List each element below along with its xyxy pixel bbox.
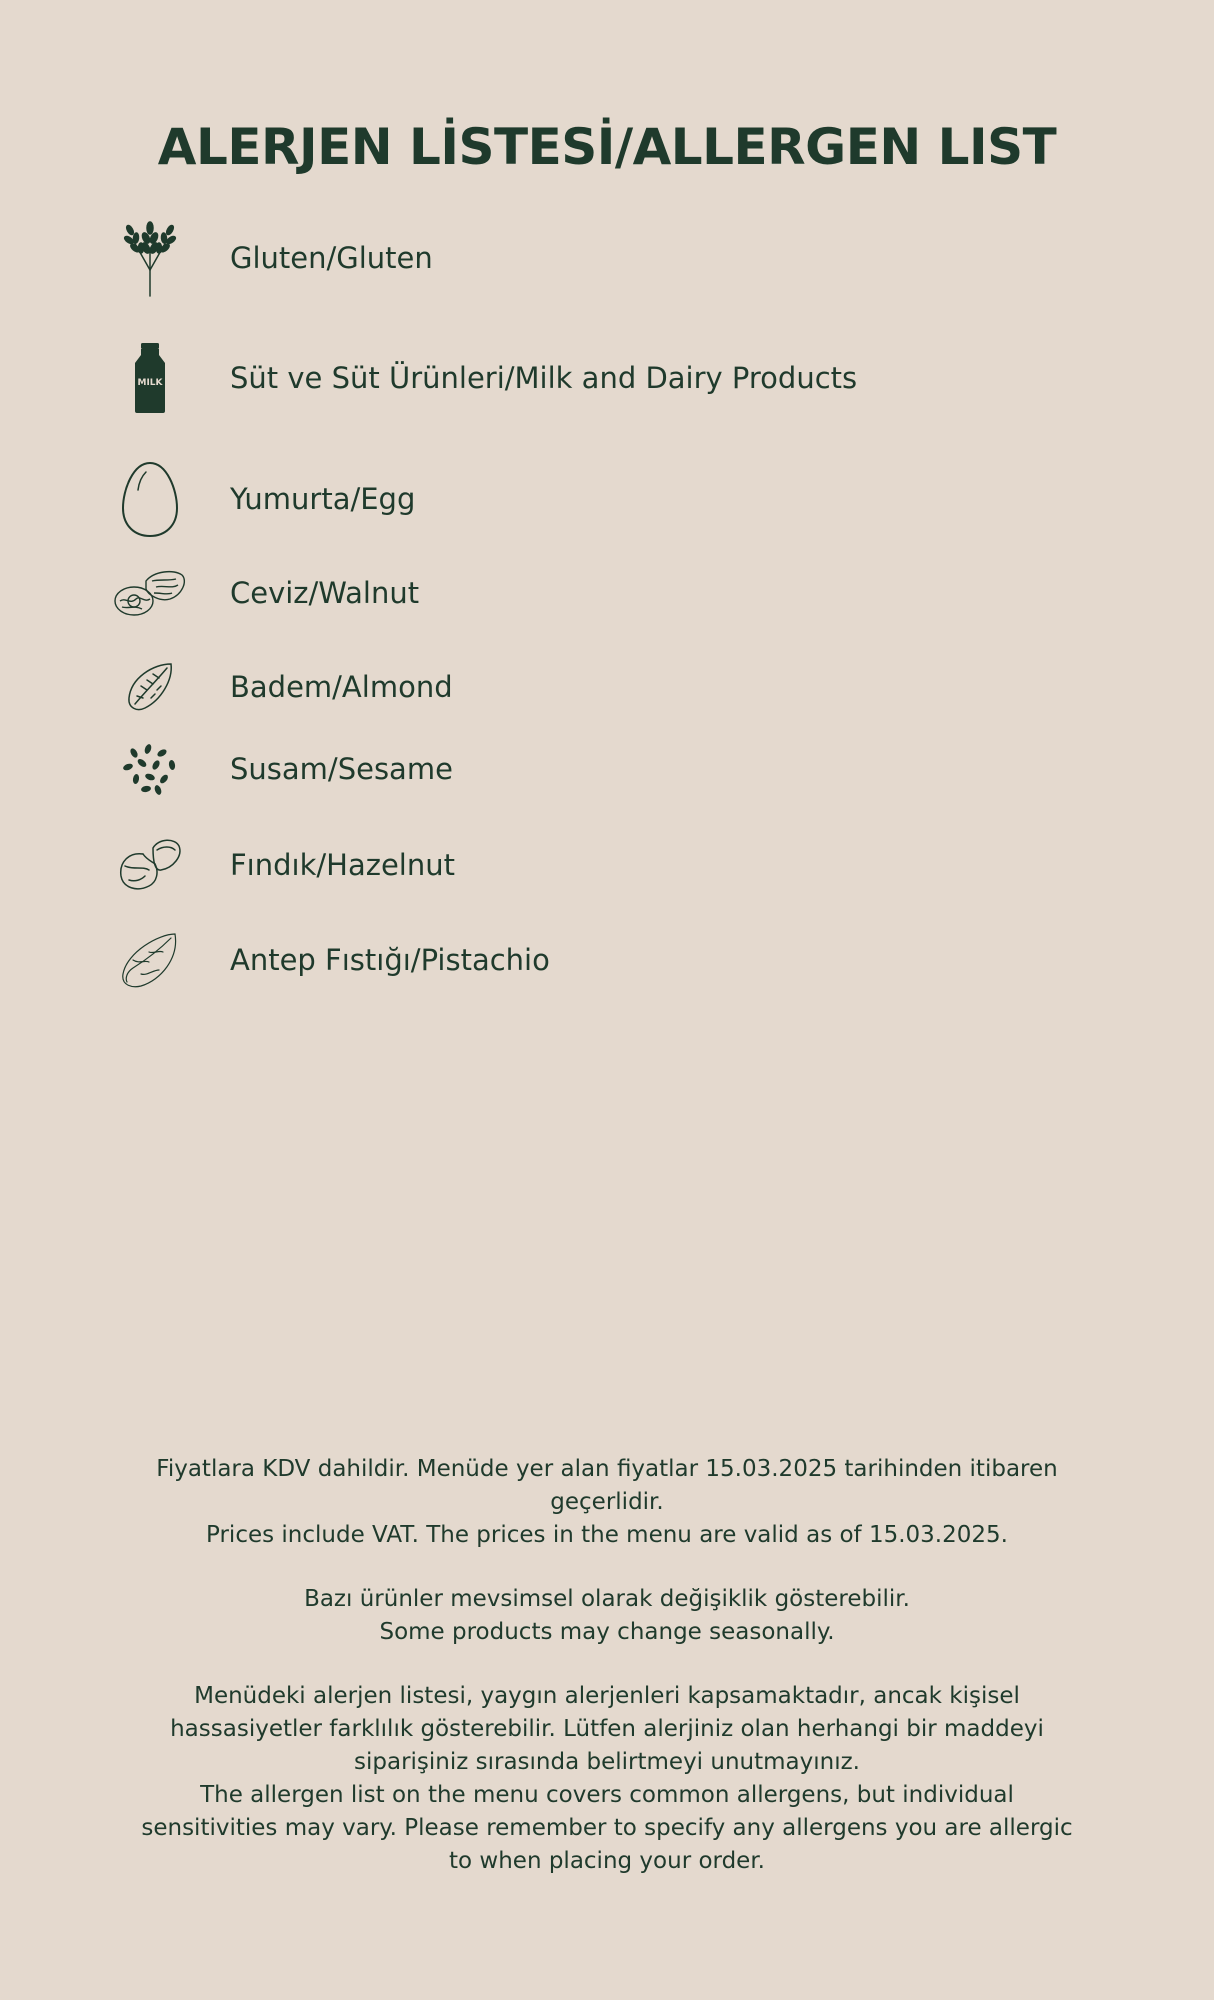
egg-icon: [110, 459, 190, 539]
allergen-label: Gluten/Gluten: [230, 241, 433, 275]
seasonal-note-tr: Bazı ürünler mevsimsel olarak değişiklik gösterebilir.: [304, 1586, 910, 1612]
walnut-icon: [110, 553, 190, 633]
allergen-note-en: The allergen list on the menu covers common allergens, but individual sensitivities may vary. Please remember to specify any allergens you are allergic to when placing your order.: [141, 1782, 1073, 1874]
footer-notes: [140, 1453, 1074, 1878]
vat-note-en: Prices include VAT. The prices in the menu are valid as of 15.03.2025.: [206, 1522, 1008, 1548]
milk-bottle-icon: [110, 338, 190, 418]
allergen-item-pistachio: [0, 920, 1214, 1000]
allergen-item-walnut: [0, 553, 1214, 633]
allergen-label: Susam/Sesame: [230, 752, 453, 786]
vat-note-tr: Fiyatlara KDV dahildir. Menüde yer alan fiyatlar 15.03.2025 tarihinden itibaren geçerlidir.: [156, 1456, 1058, 1515]
allergen-item-sesame: [0, 729, 1214, 809]
allergen-item-milk: [0, 338, 1214, 418]
milk-bottle-text: MILK: [137, 378, 163, 388]
allergen-item-egg: [0, 459, 1214, 539]
allergen-label: Ceviz/Walnut: [230, 576, 420, 610]
allergen-label: Antep Fıstığı/Pistachio: [230, 943, 550, 977]
hazelnut-icon: [110, 825, 190, 905]
allergen-label: Süt ve Süt Ürünleri/Milk and Dairy Products: [230, 361, 858, 395]
allergen-item-almond: [0, 647, 1214, 727]
allergen-label: Fındık/Hazelnut: [230, 848, 455, 882]
allergen-item-hazelnut: [0, 825, 1214, 905]
allergen-label: Badem/Almond: [230, 670, 453, 704]
pistachio-icon: [110, 920, 190, 1000]
allergen-note-tr: Menüdeki alerjen listesi, yaygın alerjenleri kapsamaktadır, ancak kişisel hassasiyetler farklılık gösterebilir. Lütfen alerjiniz olan herhangi bir maddeyi siparişiniz sırasında belirtmeyi unutmayınız.: [170, 1683, 1044, 1775]
almond-icon: [110, 647, 190, 727]
allergen-item-gluten: [0, 218, 1214, 298]
seasonal-note-en: Some products may change seasonally.: [379, 1619, 835, 1645]
wheat-icon: [110, 218, 190, 298]
page-title: ALERJEN LİSTESİ/ALLERGEN LIST: [157, 118, 1057, 176]
allergen-label: Yumurta/Egg: [230, 482, 416, 516]
sesame-icon: [110, 729, 190, 809]
